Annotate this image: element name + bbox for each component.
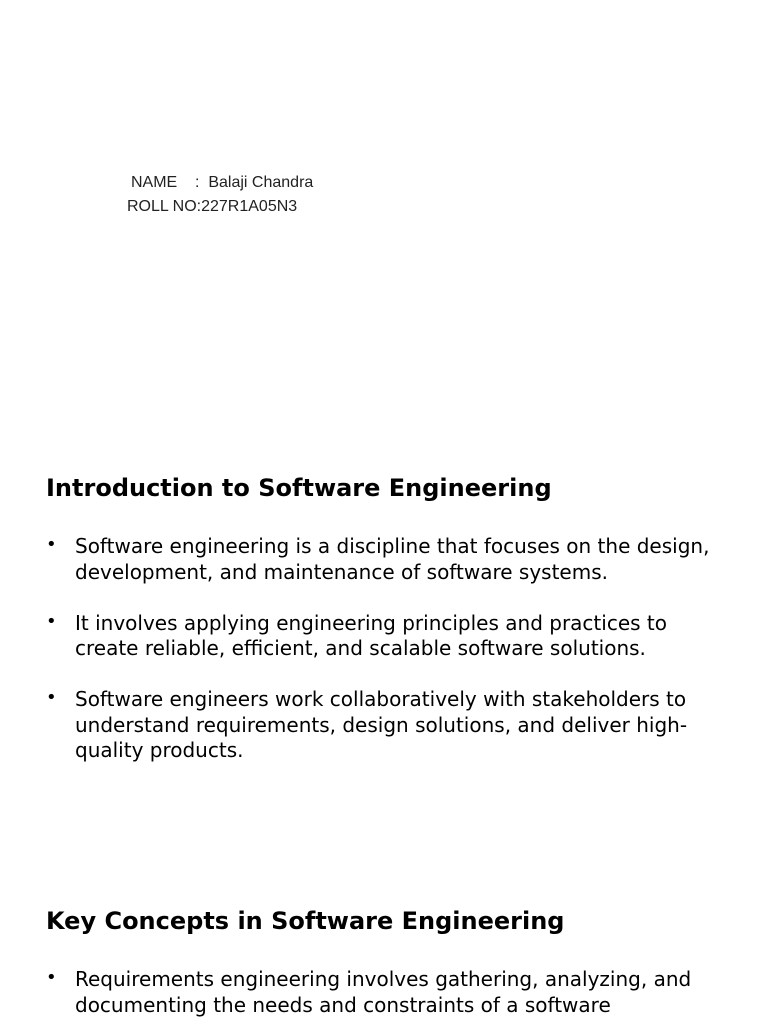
bullet-icon: • — [46, 687, 57, 708]
list-item — [46, 687, 736, 764]
bullet-text: It involves applying engineering principles and practices to create reliable, efficient, and scalable software solutions. — [75, 610, 667, 660]
bullet-text: Software engineering is a discipline that focuses on the design, development, and maintenance of software systems. — [75, 534, 710, 584]
list-item — [46, 611, 736, 662]
list-item — [46, 534, 736, 585]
bullet-text: Software engineers work collaboratively with stakeholders to understand requirements, design solutions, and deliver high-quality products. — [75, 687, 688, 762]
section-heading-key-concepts: Key Concepts in Software Engineering — [46, 907, 565, 935]
list-item — [46, 967, 736, 1018]
introduction-bullet-list — [46, 534, 736, 789]
section-heading-introduction: Introduction to Software Engineering — [46, 474, 552, 502]
bullet-icon: • — [46, 967, 57, 988]
roll-number: ROLL NO:227R1A05N3 — [127, 198, 298, 215]
student-name: NAME : Balaji Chandra — [131, 174, 314, 191]
bullet-icon: • — [46, 610, 57, 632]
key-concepts-bullet-list — [46, 967, 736, 1024]
bullet-text: Requirements engineering involves gathering, analyzing, and documenting the needs and constraints of a software — [75, 967, 692, 1017]
bullet-icon: • — [46, 534, 57, 555]
